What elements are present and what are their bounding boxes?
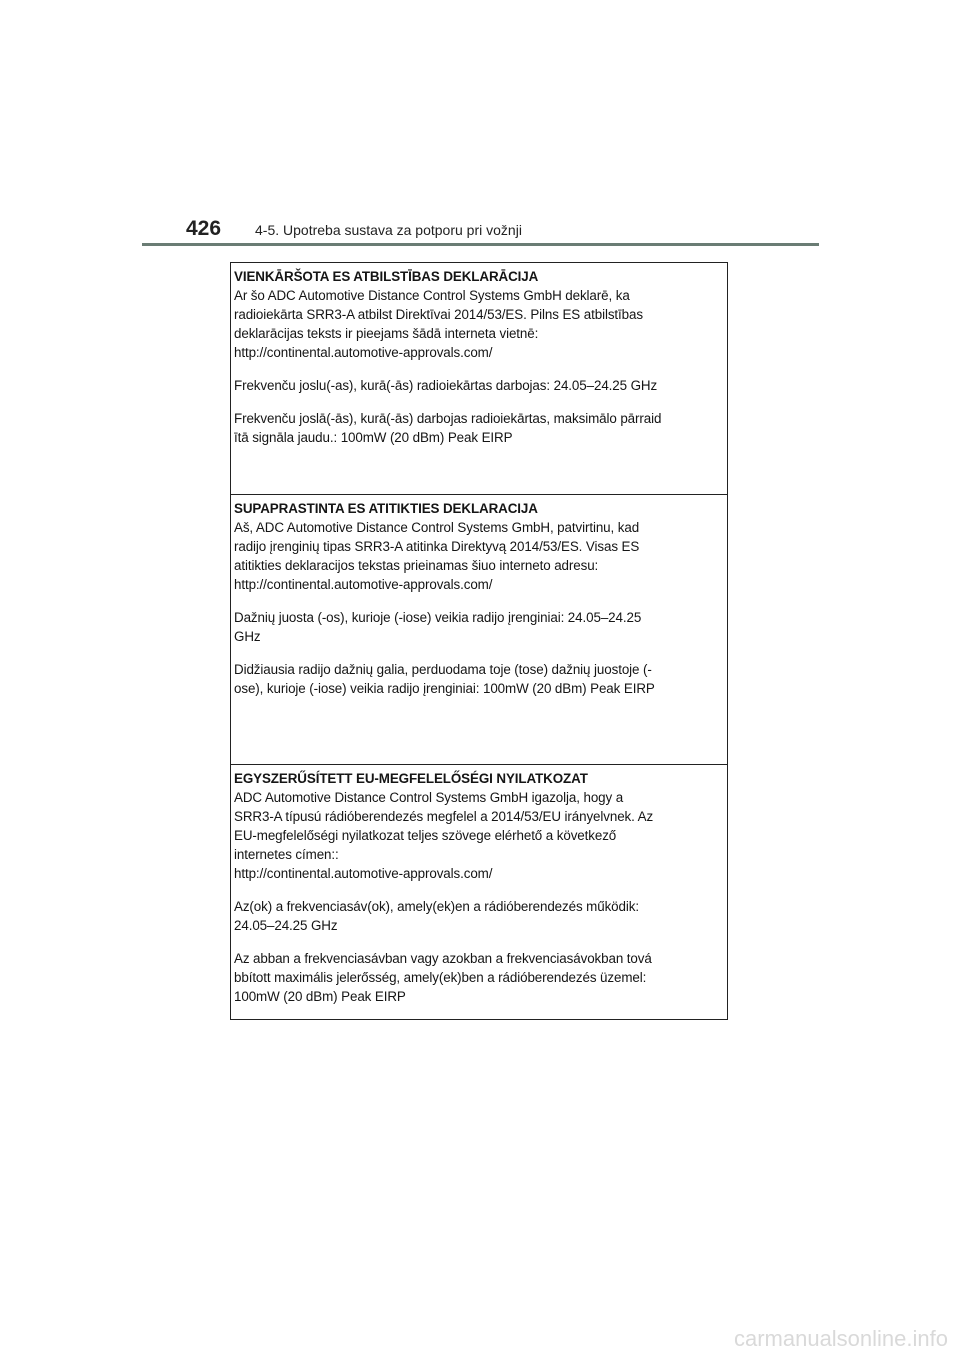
url-text: http://continental.automotive-approvals.com/ (234, 577, 493, 592)
text-line: Frekvenču joslu(-as), kurā(-ās) radioiekārtas darbojas: 24.05–24.25 GHz (234, 378, 658, 393)
declaration-box (230, 262, 728, 1020)
text-line: bbított maximális jelerősség, amely(ek)ben a rádióberendezés üzemel: (234, 970, 647, 985)
text-line: EU-megfelelőségi nyilatkozat teljes szövege elérhető a következő (234, 828, 617, 843)
text-line: Aš, ADC Automotive Distance Control Systems GmbH, patvirtinu, kad (234, 520, 640, 535)
text-line: 24.05–24.25 GHz (234, 918, 338, 933)
declaration-block-latvian (231, 263, 727, 494)
url-text: http://continental.automotive-approvals.com/ (234, 866, 493, 881)
url-text: http://continental.automotive-approvals.com/ (234, 345, 493, 360)
text-line: Dažnių juosta (-os), kurioje (-iose) veikia radijo įrenginiai: 24.05–24.25 (234, 610, 642, 625)
watermark: carmanualsonline.info (733, 1326, 948, 1351)
text-line: Didžiausia radijo dažnių galia, perduodama toje (tose) dažnių juostoje (- (234, 662, 652, 677)
text-line: internetes címen:: (234, 847, 339, 862)
text-line: Frekvenču joslā(-ās), kurā(-ās) darbojas radioiekārtas, maksimālo pārraid (234, 411, 662, 426)
text-line: SRR3-A típusú rádióberendezés megfelel a 2014/53/EU irányelvnek. Az (234, 809, 654, 824)
declaration-block-lithuanian (231, 494, 727, 764)
header-rule (142, 243, 819, 246)
page-number: 426 (186, 217, 222, 240)
block-heading: EGYSZERŰSÍTETT EU-MEGFELELŐSÉGI NYILATKOZAT (234, 771, 588, 786)
text-line: deklarācijas teksts ir pieejams šādā interneta vietnē: (234, 326, 539, 341)
section-title: 4-5. Upotreba sustava za potporu pri vožnji (255, 222, 522, 238)
text-line: ītā signāla jaudu.: 100mW (20 dBm) Peak EIRP (234, 430, 513, 445)
text-line: Az abban a frekvenciasávban vagy azokban a frekvenciasávokban tová (234, 951, 652, 966)
block-heading: SUPAPRASTINTA ES ATITIKTIES DEKLARACIJA (234, 501, 538, 516)
text-line: radioiekārta SRR3-A atbilst Direktīvai 2014/53/ES. Pilns ES atbilstības (234, 307, 643, 322)
text-line: 100mW (20 dBm) Peak EIRP (234, 989, 406, 1004)
text-line: GHz (234, 629, 261, 644)
text-line: ADC Automotive Distance Control Systems GmbH igazolja, hogy a (234, 790, 624, 805)
text-line: atitikties deklaracijos tekstas prieinamas šiuo interneto adresu: (234, 558, 599, 573)
text-line: Ar šo ADC Automotive Distance Control Systems GmbH deklarē, ka (234, 288, 630, 303)
text-line: Az(ok) a frekvenciasáv(ok), amely(ek)en a rádióberendezés működik: (234, 899, 639, 914)
block-heading: VIENKĀRŠOTA ES ATBILSTĪBAS DEKLARĀCIJA (234, 269, 539, 284)
declaration-block-hungarian (231, 764, 727, 1019)
text-line: radijo įrenginių tipas SRR3-A atitinka Direktyvą 2014/53/ES. Visas ES (234, 539, 640, 554)
text-line: ose), kurioje (-iose) veikia radijo įrenginiai: 100mW (20 dBm) Peak EIRP (234, 681, 655, 696)
